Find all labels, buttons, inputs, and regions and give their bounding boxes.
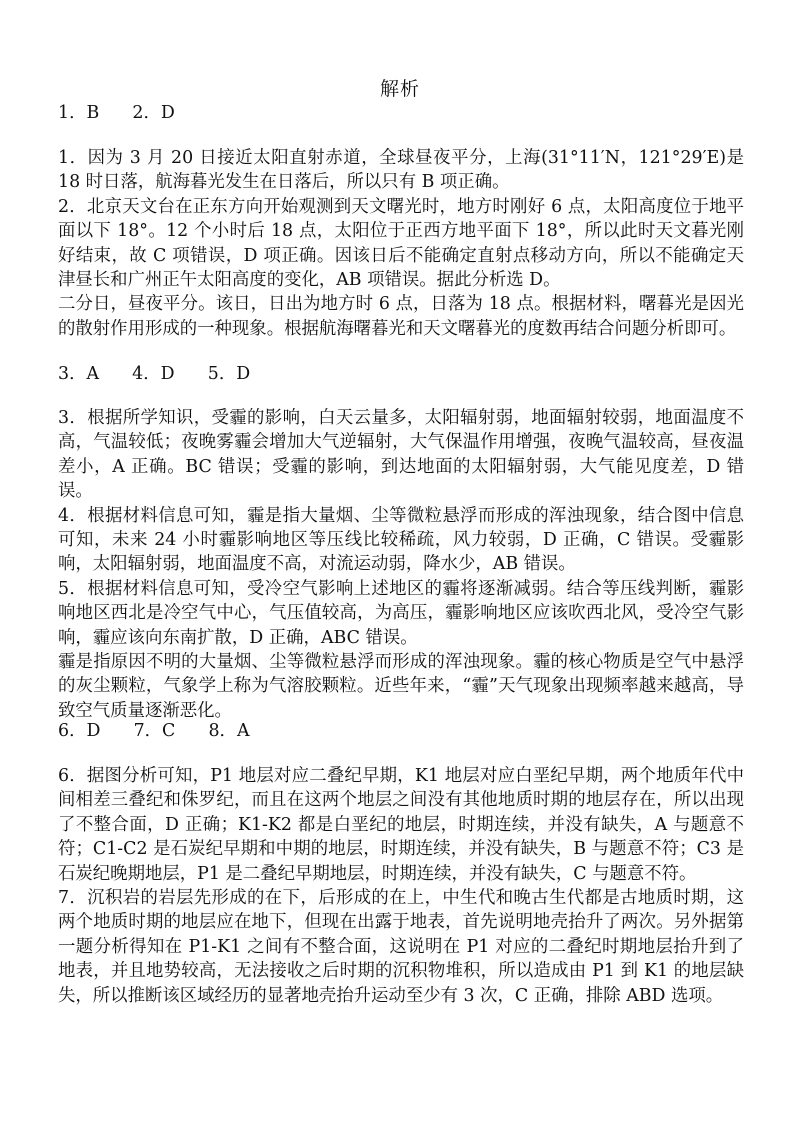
page-title: 解析 [379, 78, 420, 100]
answer-key-6-8: 6．D 7．C 8．A [58, 721, 250, 741]
explanation-q5: 5．根据材料信息可知，受冷空气影响上述地区的霾将逐渐减弱。结合等压线判断，霾影响地区西北是冷空气中心，气压值较高，为高压，霾影响地区应该吹西北风，受冷空气影响，霾应该向东南扩散，D 正确，ABC 错误。 [58, 578, 744, 648]
explanation-q7: 7．沉积岩的岩层先形成的在下，后形成的在上，中生代和晚古生代都是古地质时期，这两个地质时期的地层应在地下，但现在出露于地表，首先说明地壳抬升了两次。另外据第一题分析得知在 P1-K1 之间有不整合面，这说明在 P1 对应的二叠纪时期地层抬升到了地表，并且地势较高，无法接收之后时期的沉积物堆积，所以造成由 P1 到 K1 的地层缺失，所以推断该区域经历的显著地壳抬升运动至少有 3 次，C 正确，排除 ABD 选项。 [58, 888, 744, 1006]
explanation-q2: 2．北京天文台在正东方向开始观测到天文曙光时，地方时刚好 6 点，太阳高度位于地平面以下 18°。12 个小时后 18 点，太阳位于正西方地平面下 18°，所以此时天文暮光刚好结束，故 C 项错误，D 项正确。因该日后不能确定直射点移动方向，所以不能确定天津昼长和广州正午太阳高度的变化，AB 项错误。据此分析选 D。 [58, 196, 744, 291]
answer-key-3-5: 3．A 4．D 5．D [58, 364, 251, 384]
summary-note-1: 二分日，昼夜平分。该日，日出为地方时 6 点，日落为 18 点。根据材料，曙暮光是因光的散射作用形成的一种现象。根据航海曙暮光和天文曙暮光的度数再结合问题分析即可。 [58, 294, 744, 339]
explanation-q1: 1．因为 3 月 20 日接近太阳直射赤道，全球昼夜平分，上海(31°11′N，121°29′E)是18 时日落，航海暮光发生在日落后，所以只有 B 项正确。 [58, 148, 744, 193]
explanation-q6: 6．据图分析可知，P1 地层对应二叠纪早期，K1 地层对应白垩纪早期，两个地质年代中间相差三叠纪和侏罗纪，而且在这两个地层之间没有其他地质时期的地层存在，所以出现了不整合面，D 正确；K1-K2 都是白垩纪的地层，时期连续，并没有缺失，A 与题意不符；C1-C2 是石炭纪早期和中期的地层，时期连续，并没有缺失，B 与题意不符；C3 是石炭纪晚期地层，P1 是二叠纪早期地层，时期连续，并没有缺失，C 与题意不符。 [58, 766, 744, 884]
explanation-block-2 [58, 406, 744, 723]
summary-note-2: 霾是指原因不明的大量烟、尘等微粒悬浮而形成的浑浊现象。霾的核心物质是空气中悬浮的灰尘颗粒，气象学上称为气溶胶颗粒。近些年来，“霾”天气现象出现频率越来越高，导致空气质量逐渐恶化。 [58, 652, 744, 721]
explanation-q3: 3．根据所学知识，受霾的影响，白天云量多，太阳辐射弱，地面辐射较弱，地面温度不高，气温较低；夜晚雾霾会增加大气逆辐射，大气保温作用增强，夜晚气温较高，昼夜温差小，A 正确。BC 错误；受霾的影响，到达地面的太阳辐射弱，大气能见度差，D 错误。 [58, 408, 744, 502]
explanation-q4: 4．根据材料信息可知，霾是指大量烟、尘等微粒悬浮而形成的浑浊现象，结合图中信息可知，未来 24 小时霾影响地区等压线比较稀疏，风力较弱，D 正确，C 错误。受霾影响，太阳辐射弱，地面温度不高，对流运动弱，降水少，AB 错误。 [58, 505, 744, 575]
explanation-block-1 [58, 146, 744, 341]
answer-key-1-2: 1．B 2．D [58, 103, 175, 123]
explanation-block-3 [58, 764, 744, 1008]
